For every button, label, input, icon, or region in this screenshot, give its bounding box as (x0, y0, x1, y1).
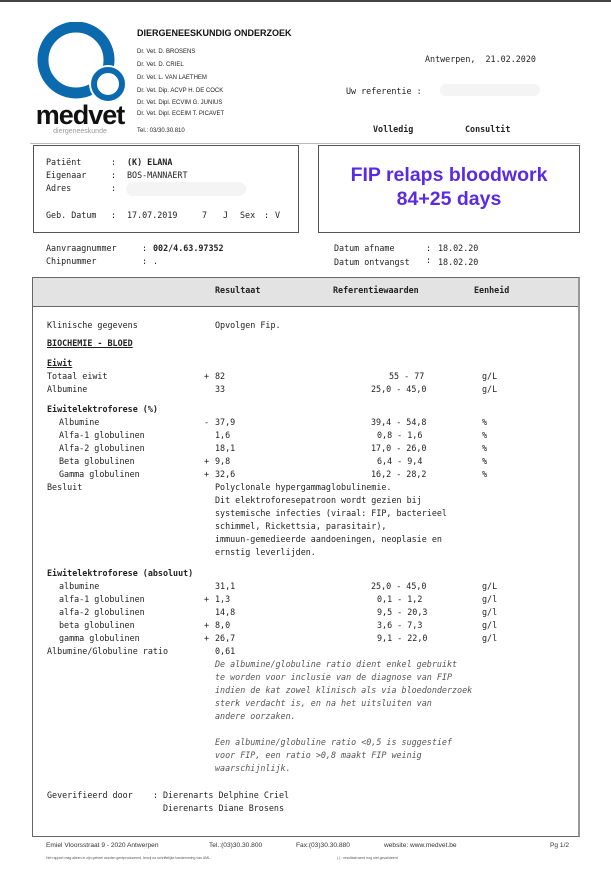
medvet-logo-icon (30, 22, 130, 102)
test-reference: 25,0 - 45,0 (371, 384, 427, 394)
status-consultit: Consultit (465, 124, 511, 134)
section-title: BIOCHEMIE - BLOED (47, 338, 133, 348)
test-value: 9,8 (215, 456, 231, 466)
colon: : (426, 243, 432, 253)
ratio-value: 0,61 (215, 646, 236, 656)
footer-disclaimer: Het rapport mag alleen in zijn geheel worden gereproduceerd, tenzij na schriftelijke toestemming van AML. (46, 856, 211, 860)
ratio-note: indien de kat zowel klinisch als via bloedonderzoek (215, 685, 473, 695)
test-unit: g/L (482, 384, 498, 394)
age-unit: J (223, 210, 229, 220)
conclusion-line: Polyclonale hypergammaglobulinemie. (215, 482, 392, 492)
colon: : (153, 790, 159, 800)
test-name: Totaal eiwit (47, 371, 108, 381)
birthdate-value: 17.07.2019 (127, 210, 178, 220)
test-value: 33 (215, 384, 226, 394)
annotation-title: FIP relaps bloodwork (350, 164, 548, 186)
flag: + (204, 633, 210, 643)
patient-name: (K) ELANA (127, 157, 173, 167)
column-unit: Eenheid (474, 285, 510, 295)
ratio-note: De albumine/globuline ratio dient enkel gebruikt (215, 659, 458, 669)
test-reference: 17,0 - 26,0 (371, 443, 427, 453)
results-header (33, 278, 578, 307)
clinical-label: Klinische gegevens (47, 320, 138, 330)
colon: : (426, 255, 432, 265)
colon: : (111, 170, 117, 180)
test-unit: % (482, 469, 488, 479)
test-unit: g/l (482, 607, 498, 617)
verified-by: Dierenarts Delphine Criel (163, 790, 290, 800)
test-name: Beta globulinen (59, 456, 135, 466)
ratio-note: voor FIP, een ratio >0,8 maakt FIP weinig (215, 750, 422, 760)
test-reference: 0,1 - 1,2 (377, 594, 423, 604)
test-reference: 6,4 - 9,4 (377, 456, 423, 466)
doctor-name: Dr. Vet. L. VAN LAETHEM (137, 75, 207, 81)
page-number: Pg 1/2 (550, 842, 570, 849)
colon: : (111, 183, 117, 193)
test-name: gamma globulinen (59, 633, 140, 643)
colon: : (264, 210, 270, 220)
lab-phone: Tel.: 03/30.30.810 (137, 128, 185, 134)
chip-value: . (153, 256, 159, 266)
clinical-value: Opvolgen Fip. (215, 320, 281, 330)
test-name: alfa-2 globulinen (59, 607, 145, 617)
column-result: Resultaat (215, 285, 261, 295)
test-name: Albumine (47, 384, 88, 394)
status-volledig: Volledig (373, 124, 414, 134)
conclusion-line: Dit elektroforesepatroon wordt gezien bij (215, 495, 422, 505)
test-reference: 25,0 - 45,0 (371, 581, 427, 591)
flag: + (204, 371, 210, 381)
test-value: 18,1 (215, 443, 236, 453)
verified-by: Dierenarts Diane Brosens (163, 803, 285, 813)
test-value: 26,7 (215, 633, 236, 643)
test-value: 37,9 (215, 417, 236, 427)
test-unit: g/l (482, 594, 498, 604)
conclusion-line: ernstig leverlijden. (215, 547, 316, 557)
request-number-label: Aanvraagnummer (46, 243, 117, 253)
birthdate-label: Geb. Datum (46, 210, 97, 220)
results-panel (32, 277, 580, 837)
test-reference: 0,8 - 1,6 (377, 430, 423, 440)
ratio-note: andere oorzaken. (215, 711, 296, 721)
test-value: 14,8 (215, 607, 236, 617)
test-value: 82 (215, 371, 226, 381)
footer-website: website: www.medvet.be (384, 842, 457, 849)
logo-wordmark: medvet (35, 100, 125, 130)
sex-value: V (275, 210, 281, 220)
ratio-note: te worden voor inclusie van de diagnose van FIP (215, 672, 452, 682)
conclusion-line: immuun-gemedieerde aandoeningen, neoplasie en (215, 534, 442, 544)
footer-note: ( ) : resultaat werd nog niet gevalideerd (337, 856, 398, 860)
doctor-name: Dr. Vet. D. BROSENS (137, 49, 196, 55)
doctor-name: Dr. Vet. Dipl. ECEIM T. PICAVET (137, 111, 225, 117)
org-title: DIERGENEESKUNDIG ONDERZOEK (137, 28, 292, 38)
test-name: Alfa-1 globulinen (59, 430, 145, 440)
sample-date-label: Datum afname (334, 243, 395, 253)
test-unit: % (482, 456, 488, 466)
test-value: 1,3 (215, 594, 231, 604)
verified-label: Geverifieerd door (47, 790, 133, 800)
test-unit: g/L (482, 371, 498, 381)
group-title-eiwit: Eiwit (47, 358, 73, 368)
header-divider (30, 143, 580, 144)
test-unit: % (482, 417, 488, 427)
logo-subtitle: diergeneeskunde (53, 128, 107, 135)
test-name: beta globulinen (59, 620, 135, 630)
group-title-ef-abs: Eiwitelektroforese (absoluut) (47, 568, 194, 578)
flag: + (204, 469, 210, 479)
patient-label: Patiënt (46, 157, 82, 167)
test-unit: % (482, 443, 488, 453)
test-reference: 9,5 - 20,3 (377, 607, 428, 617)
viewer-top-bar (0, 0, 611, 2)
redacted-address (126, 182, 246, 196)
test-name: alfa-1 globulinen (59, 594, 145, 604)
test-reference: 39,4 - 54,8 (371, 417, 427, 427)
age-value: 7 (202, 210, 208, 220)
footer-tel: Tel.:(03)30.30.800 (209, 842, 263, 849)
flag: + (204, 456, 210, 466)
patient-info-box (33, 145, 299, 233)
conclusion-line: systemische infecties (viraal: FIP, bacterieel (215, 508, 447, 518)
test-unit: g/l (482, 620, 498, 630)
doctor-name: Dr. Vet. D. CRIEL (137, 62, 184, 68)
flag: - (204, 417, 210, 427)
test-reference: 55 - 77 (389, 371, 425, 381)
footer-fax: Fax:(03)30.30.880 (296, 842, 350, 849)
test-value: 32,6 (215, 469, 236, 479)
colon: : (142, 256, 148, 266)
test-value: 8,0 (215, 620, 231, 630)
received-date-label: Datum ontvangst (334, 257, 410, 267)
sample-date-value: 18.02.20 (438, 243, 479, 253)
conclusion-line: schimmel, Rickettsia, parasitair), (215, 521, 387, 531)
ratio-note: sterk verdacht is, en na het uitsluiten van (215, 698, 432, 708)
doctor-name: Dr. Vet. Dipl. ECVIM G. JUNIUS (137, 99, 223, 106)
colon: : (142, 243, 148, 253)
flag: + (204, 594, 210, 604)
owner-name: BOS-MANNAERT (127, 170, 188, 180)
footer-address: Emiel Vloorsstraat 9 - 2020 Antwerpen (46, 842, 159, 849)
owner-label: Eigenaar (46, 170, 87, 180)
flag: + (204, 620, 210, 630)
colon: : (111, 210, 117, 220)
column-reference: Referentiewaarden (333, 285, 419, 295)
received-date-value: 18.02.20 (438, 257, 479, 267)
chip-label: Chipnummer (46, 256, 97, 266)
test-unit: % (482, 430, 488, 440)
address-label: Adres (46, 183, 72, 193)
doctor-list (137, 47, 224, 122)
place-date: Antwerpen, 21.02.2020 (425, 54, 536, 64)
ratio-note: Een albumine/globuline ratio <0,5 is suggestief (215, 737, 452, 747)
test-unit: g/l (482, 633, 498, 643)
test-name: Albumine (59, 417, 100, 427)
conclusion-label: Besluit (47, 482, 83, 492)
doctor-name: Dr. Vet. Dip. ACVP H. DE COCK (137, 88, 224, 94)
ratio-note: waarschijnlijk. (215, 763, 291, 773)
reference-label: Uw referentie : (346, 86, 422, 96)
ratio-label: Albumine/Globuline ratio (47, 646, 169, 656)
test-name: Gamma globulinen (59, 469, 140, 479)
colon: : (111, 157, 117, 167)
test-value: 31,1 (215, 581, 236, 591)
group-title-ef-pct: Eiwitelektroforese (%) (47, 404, 158, 414)
sex-label: Sex (240, 210, 256, 220)
test-value: 1,6 (215, 430, 231, 440)
test-reference: 9,1 - 22,0 (377, 633, 428, 643)
annotation-days: 84+25 days (396, 188, 502, 210)
test-name: albumine (59, 581, 100, 591)
test-reference: 3,6 - 7,3 (377, 620, 423, 630)
redacted-reference (440, 84, 540, 96)
test-reference: 16,2 - 28,2 (371, 469, 427, 479)
medvet-logo (30, 22, 130, 137)
annotation-box (318, 145, 580, 233)
test-name: Alfa-2 globulinen (59, 443, 145, 453)
request-number-value: 002/4.63.97352 (153, 243, 224, 253)
test-unit: g/L (482, 581, 498, 591)
